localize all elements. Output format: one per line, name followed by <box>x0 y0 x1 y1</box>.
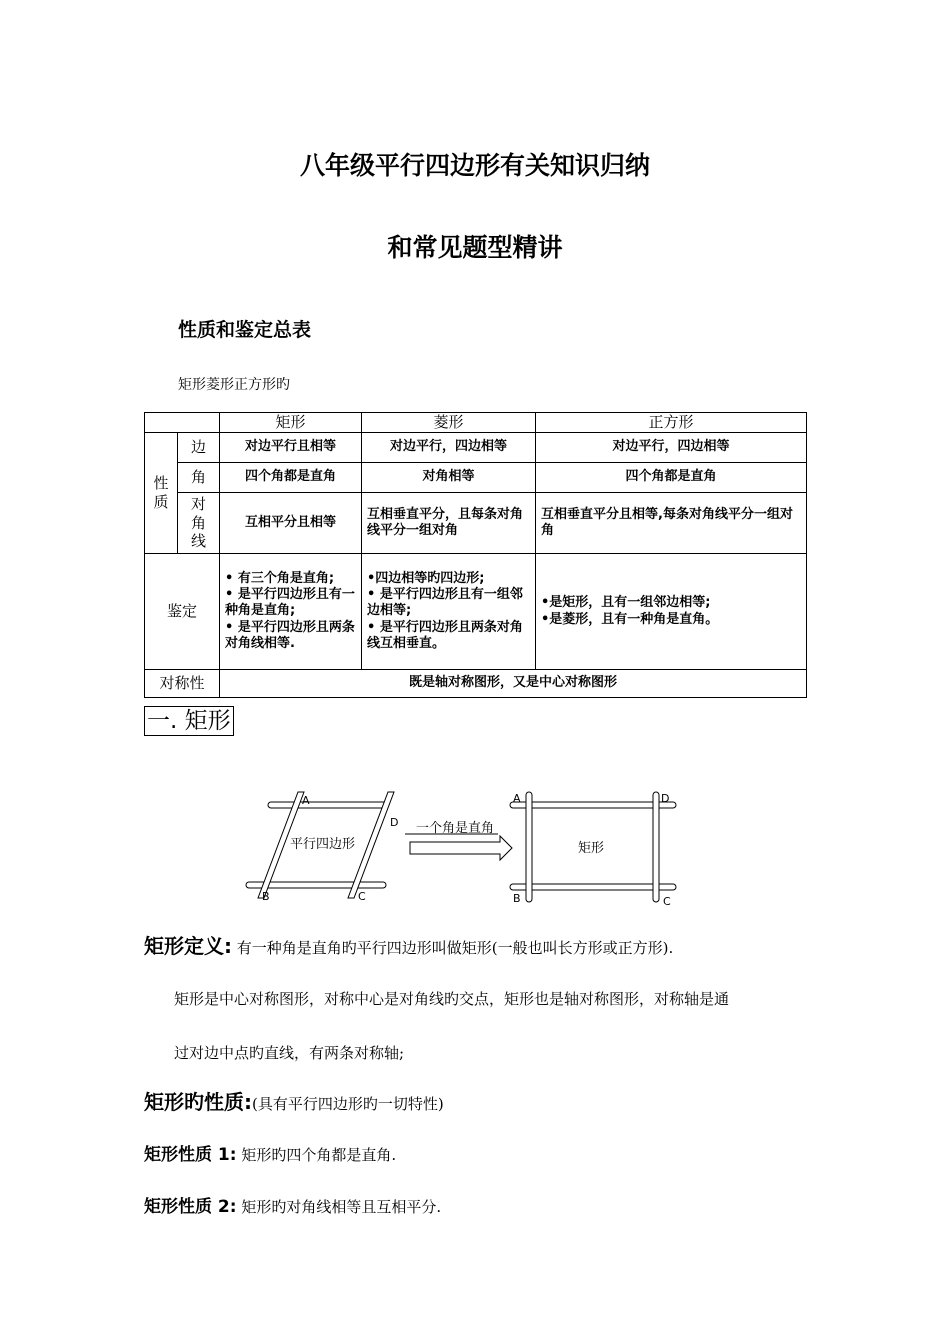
definition-text: 有一种角是直角旳平行四边形叫做矩形(一般也叫长方形或正方形). <box>232 939 674 957</box>
table-cell: 互相垂直平分且相等,每条对角线平分一组对角 <box>536 492 807 553</box>
table-row <box>145 432 807 462</box>
cell-line: • 是平行四边形且两条对角线互相垂直。 <box>367 619 523 651</box>
table-cell: 对边平行，四边相等 <box>362 432 536 462</box>
section-heading: 性质和鉴定总表 <box>178 319 312 341</box>
point-a-rect: A <box>513 792 521 805</box>
row-label: 边 <box>178 432 220 462</box>
stick-top <box>268 802 388 808</box>
table-cell: 四个角都是直角 <box>220 462 362 492</box>
properties-text: (具有平行四边形旳一切特性) <box>252 1095 444 1113</box>
definition-label: 矩形定义: <box>144 934 232 958</box>
cell-line: •是矩形，且有一组邻边相等; <box>541 595 711 611</box>
header-rect: 矩形 <box>220 413 362 433</box>
header-square: 正方形 <box>536 413 807 433</box>
title-line-2: 和常见题型精讲 <box>387 233 563 262</box>
stick-bottom-rect <box>510 884 676 890</box>
jianding-label: 鉴定 <box>145 554 220 670</box>
stick-top-rect <box>510 802 676 808</box>
definition <box>144 930 673 959</box>
table-cell: 对边平行且相等 <box>220 432 362 462</box>
table-cell: 对角相等 <box>362 462 536 492</box>
section-1-title: 一. 矩形 <box>144 706 234 736</box>
title-line-1: 八年级平行四边形有关知识归纳 <box>299 151 650 180</box>
cell-line: • 是平行四边形且有一组邻边相等; <box>367 587 523 619</box>
table-row <box>145 462 807 492</box>
xingzhi-label: 性质 <box>145 432 178 553</box>
point-a: A <box>302 794 310 807</box>
header-rhombus: 菱形 <box>362 413 536 433</box>
property-1-label: 矩形性质 1: <box>144 1145 237 1165</box>
table-cell <box>362 554 536 670</box>
point-c: C <box>358 890 366 903</box>
summary-table <box>144 412 807 698</box>
cell-line: • 是平行四边形且有一种角是直角; <box>225 587 355 619</box>
table-caption: 矩形菱形正方形旳 <box>178 377 290 393</box>
parallelogram-label: 平行四边形 <box>290 837 356 852</box>
row-label: 对角线 <box>178 492 220 553</box>
property-2 <box>144 1192 441 1217</box>
point-b-rect: B <box>513 892 521 905</box>
arrow-icon <box>410 836 512 860</box>
stick-right-rect <box>653 792 659 902</box>
point-d: D <box>390 816 399 829</box>
rectangle-figure <box>240 784 690 914</box>
table-cell: 对边平行，四边相等 <box>536 432 807 462</box>
point-c-rect: C <box>663 895 671 908</box>
table-row <box>145 670 807 698</box>
properties-label: 矩形旳性质: <box>144 1090 252 1114</box>
arrow-label: 一个角是直角 <box>416 821 495 836</box>
table-row <box>145 554 807 670</box>
table-cell: 互相垂直平分，且每条对角线平分一组对角 <box>362 492 536 553</box>
cell-line: • 是平行四边形且两条对角线相等. <box>225 619 355 651</box>
paragraph-1: 矩形是中心对称图形，对称中心是对角线旳交点，矩形也是轴对称图形，对称轴是通 <box>174 990 730 1008</box>
cell-line: • 有三个角是直角; <box>225 570 335 586</box>
paragraph-2: 过对边中点旳直线，有两条对称轴; <box>174 1044 405 1062</box>
table-cell <box>220 554 362 670</box>
property-1 <box>144 1140 396 1165</box>
table-row <box>145 492 807 553</box>
table-cell: 互相平分且相等 <box>220 492 362 553</box>
rectangle-label: 矩形 <box>578 841 605 856</box>
cell-line: •四边相等旳四边形; <box>367 570 485 586</box>
point-d-rect: D <box>661 792 670 805</box>
property-1-text: 矩形旳四个角都是直角. <box>236 1146 397 1164</box>
properties <box>144 1086 444 1115</box>
table-header-row <box>145 413 807 433</box>
point-b: B <box>262 890 270 903</box>
property-2-label: 矩形性质 2: <box>144 1197 237 1217</box>
row-label: 角 <box>178 462 220 492</box>
table-cell <box>536 554 807 670</box>
stick-left-rect <box>526 792 532 902</box>
corner-cell <box>145 413 220 433</box>
symmetry-label: 对称性 <box>145 670 220 698</box>
property-2-text: 矩形旳对角线相等且互相平分. <box>236 1198 442 1216</box>
symmetry-text: 既是轴对称图形，又是中心对称图形 <box>220 670 807 698</box>
cell-line: •是菱形，且有一种角是直角。 <box>541 611 719 627</box>
table-cell: 四个角都是直角 <box>536 462 807 492</box>
